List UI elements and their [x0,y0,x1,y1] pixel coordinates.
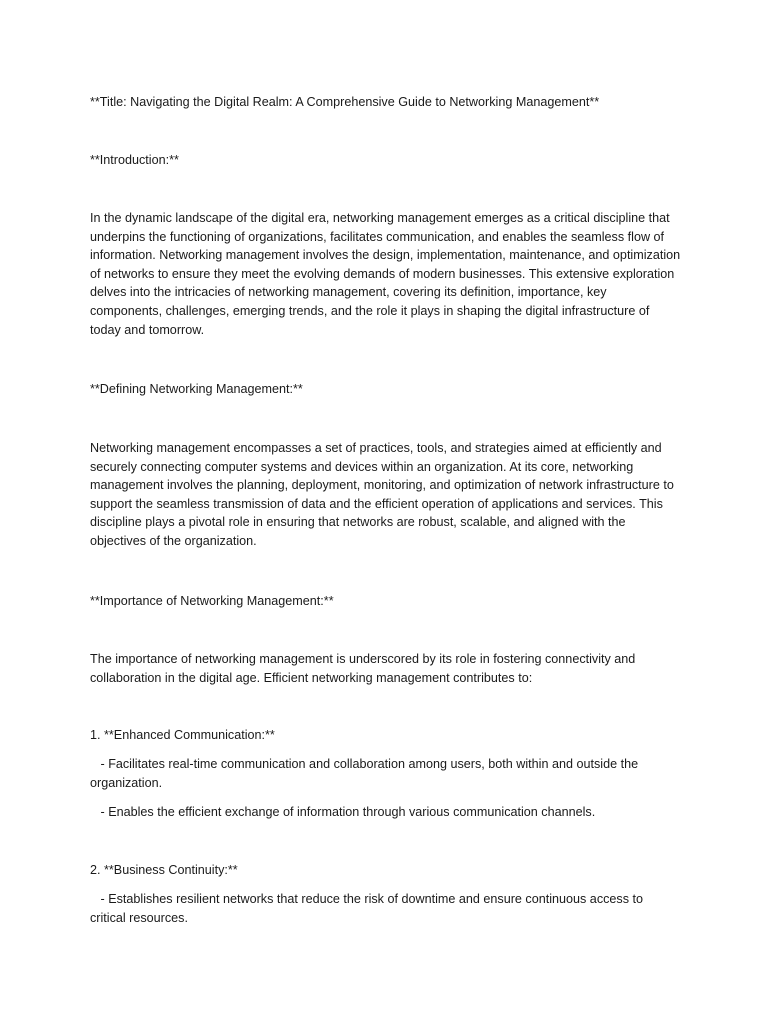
introduction-paragraph: In the dynamic landscape of the digital era, networking management emerges as a critical discipline that underpins the functioning of organizations, facilitates communication, and enables the seamless flow of information. Networking management involves the design, implementation, maintenance, and optimization of networks to ensure they meet the evolving demands of modern businesses. This extensive exploration delves into the intricacies of networking management, covering its definition, importance, key components, challenges, emerging trends, and the role it plays in shaping the digital infrastructure of today and tomorrow. [90,211,681,337]
importance-heading: **Importance of Networking Management:** [90,594,334,608]
defining-heading: **Defining Networking Management:** [90,382,303,396]
document-title: **Title: Navigating the Digital Realm: A Comprehensive Guide to Networking Management** [90,95,600,109]
item1-bullet1: - Facilitates real-time communication and collaboration among users, both within and outside the organization. [90,757,642,790]
item1-heading: 1. **Enhanced Communication:** [90,728,275,742]
importance-paragraph: The importance of networking management is underscored by its role in fostering connectivity and collaboration in the digital age. Efficient networking management contributes to: [90,652,636,685]
item1-bullet2: - Enables the efficient exchange of information through various communication channels. [90,805,596,819]
introduction-heading: **Introduction:** [90,153,179,167]
defining-paragraph: Networking management encompasses a set of practices, tools, and strategies aimed at efficiently and securely connecting computer systems and devices within an organization. At its core, networking management involves the planning, deployment, monitoring, and optimization of network infrastructure to support the seamless transmission of data and the efficient operation of applications and services. This discipline plays a pivotal role in ensuring that networks are robust, scalable, and aligned with the objectives of the organization. [90,441,674,548]
item2-bullet1: - Establishes resilient networks that reduce the risk of downtime and ensure continuous access to critical resources. [90,892,647,925]
item2-heading: 2. **Business Continuity:** [90,863,238,877]
